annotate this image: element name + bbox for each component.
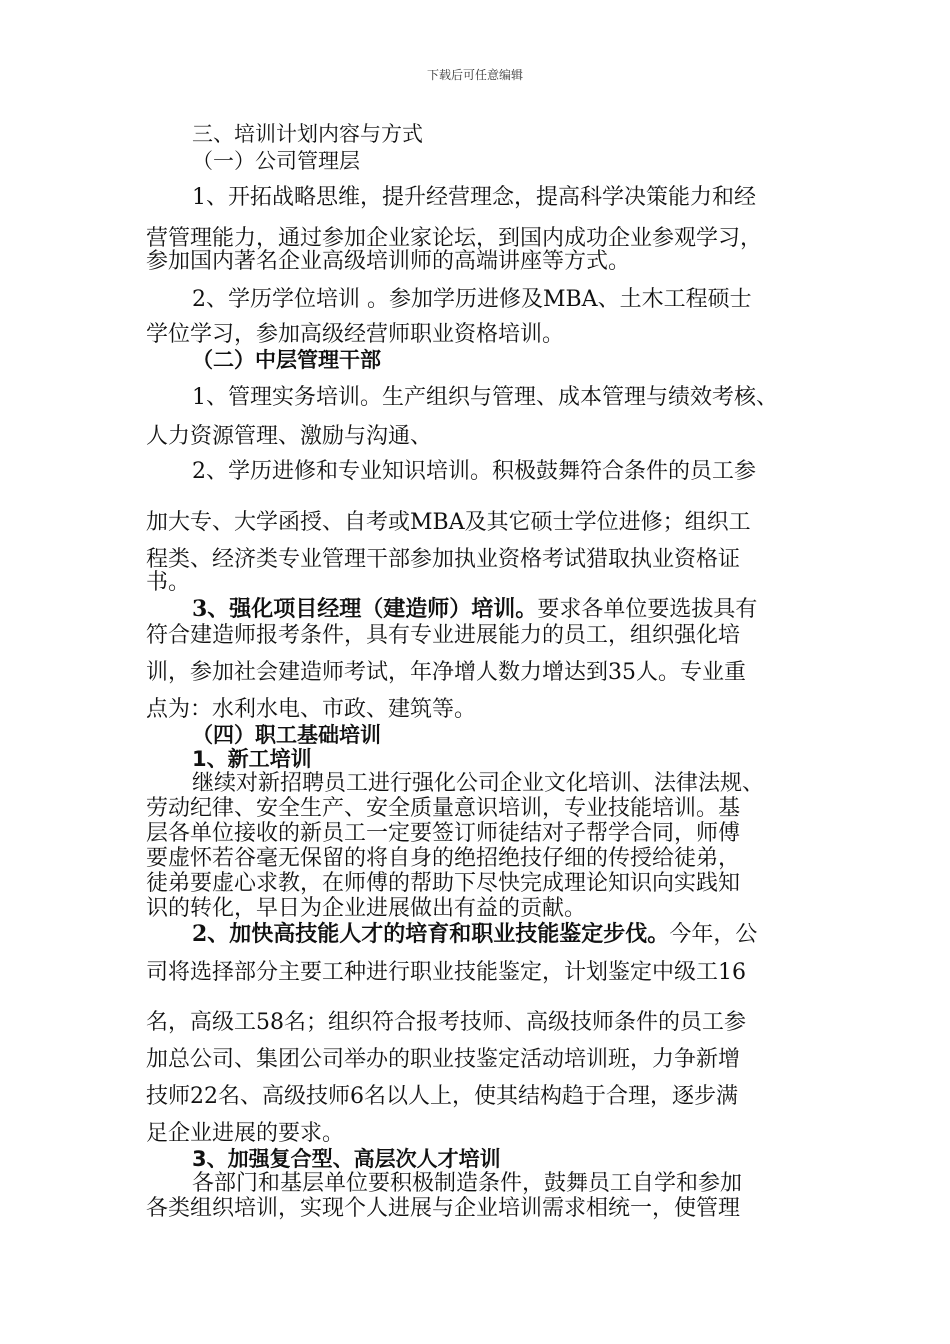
page-header: 下载后可任意编辑 xyxy=(426,68,523,82)
paragraph-line: 技师22名、高级技师6名以人上，使其结构趋于合理，逐步满 xyxy=(146,1084,738,1109)
paragraph-line: 足企业进展的要求。 xyxy=(146,1121,345,1146)
item-heading: 3、加强复合型、高层次人才培训 xyxy=(192,1147,501,1171)
paragraph-line: 要虚怀若谷毫无保留的将自身的绝招绝技仔细的传授给徒弟， xyxy=(146,846,741,871)
paragraph-line: 劳动纪律、安全生产、安全质量意识培训，专业技能培训。基 xyxy=(146,796,741,821)
paragraph-line: 营管理能力，通过参加企业家论坛，到国内成功企业参观学习， xyxy=(146,226,763,251)
paragraph-line: 加总公司、集团公司举办的职业技鉴定活动培训班，力争新增 xyxy=(146,1047,741,1072)
bold-lead-in: 2、加快高技能人才的培育和职业技能鉴定步伐。 xyxy=(192,921,670,947)
line-rest: 要求各单位要选拔具有 xyxy=(537,597,758,622)
paragraph-line: 书。 xyxy=(146,570,191,595)
section-heading: 三、培训计划内容与方式 xyxy=(192,122,423,146)
paragraph-line: 符合建造师报考条件，具有专业进展能力的员工，组织强化培 xyxy=(146,623,741,648)
subsection-heading: （一）公司管理层 xyxy=(192,149,360,173)
bold-lead-in: 3、强化项目经理（建造师）培训。 xyxy=(192,596,538,622)
paragraph-line: 加大专、大学函授、自考或MBA及其它硕士学位进修；组织工 xyxy=(146,510,751,535)
subsection-heading: （二）中层管理干部 xyxy=(192,348,381,372)
paragraph-line: 各部门和基层单位要积极制造条件，鼓舞员工自学和参加 xyxy=(192,1171,743,1196)
paragraph-line: 训，参加社会建造师考试，年净增人数力增达到35人。专业重 xyxy=(146,660,746,685)
paragraph-line: 继续对新招聘员工进行强化公司企业文化培训、法律法规、 xyxy=(192,771,765,796)
paragraph-line: 各类组织培训，实现个人进展与企业培训需求相统一，使管理 xyxy=(146,1196,741,1221)
paragraph-line: 人力资源管理、激励与沟通、 xyxy=(146,424,433,449)
paragraph-line: 识的转化，早日为企业进展做出有益的贡献。 xyxy=(146,896,587,921)
paragraph-line: 程类、经济类专业管理干部参加执业资格考试猎取执业资格证 xyxy=(146,547,741,572)
paragraph-line: 点为：水利水电、市政、建筑等。 xyxy=(146,697,477,722)
paragraph-line: 2、学历进修和专业知识培训。积极鼓舞符合条件的员工参 xyxy=(192,459,756,484)
paragraph-line xyxy=(192,596,757,623)
paragraph-line: 1、开拓战略思维，提升经营理念，提高科学决策能力和经 xyxy=(192,185,756,210)
paragraph-line: 层各单位接收的新员工一定要签订师徒结对子帮学合同，师傅 xyxy=(146,821,741,846)
paragraph-line: 徒弟要虚心求教，在师傅的帮助下尽快完成理论知识向实践知 xyxy=(146,871,741,896)
paragraph-line: 学位学习，参加高级经营师职业资格培训。 xyxy=(146,322,565,347)
item-heading: 1、新工培训 xyxy=(192,747,312,771)
paragraph-line: 参加国内著名企业高级培训师的高端讲座等方式。 xyxy=(146,249,631,274)
paragraph-line: 1、管理实务培训。生产组织与管理、成本管理与绩效考核、 xyxy=(192,385,778,410)
paragraph-line: 司将选择部分主要工种进行职业技能鉴定，计划鉴定中级工16 xyxy=(146,960,746,985)
paragraph-line: 2、学历学位培训 。参加学历进修及MBA、土木工程硕士 xyxy=(192,287,752,312)
paragraph-line: 名，高级工58名；组织符合报考技师、高级技师条件的员工参 xyxy=(146,1010,746,1035)
paragraph-line xyxy=(192,921,757,948)
line-rest: 今年，公 xyxy=(669,922,758,947)
subsection-heading: （四）职工基础培训 xyxy=(192,723,381,747)
